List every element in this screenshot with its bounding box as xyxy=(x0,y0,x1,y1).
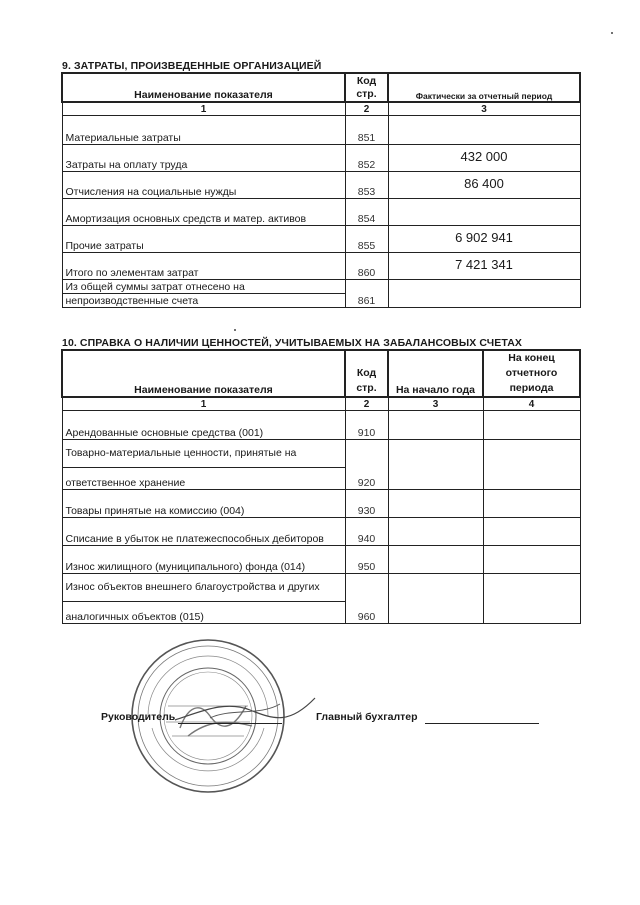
row-label: Арендованные основные средства (001) xyxy=(62,410,345,439)
col-number-4: 4 xyxy=(483,397,580,410)
row-label-continued: аналогичных объектов (015) xyxy=(62,601,345,623)
row-end-value xyxy=(483,489,580,517)
col-number-1: 1 xyxy=(62,102,345,115)
col-number-2: 2 xyxy=(345,102,388,115)
row-start-value xyxy=(388,573,483,623)
row-code: 920 xyxy=(345,439,388,489)
col-number-2: 2 xyxy=(345,397,388,410)
row-value xyxy=(388,198,580,225)
row-end-value xyxy=(483,545,580,573)
table-row xyxy=(62,489,580,517)
row-code: 930 xyxy=(345,489,388,517)
row-label: Списание в убыток не платежеспособных дебиторов xyxy=(62,517,345,545)
row-code: 860 xyxy=(345,252,388,279)
row-label: Материальные затраты xyxy=(62,115,345,144)
section9-title: 9. ЗАТРАТЫ, ПРОИЗВЕДЕННЫЕ ОРГАНИЗАЦИЕЙ xyxy=(62,60,322,72)
row-code: 950 xyxy=(345,545,388,573)
row-code: 910 xyxy=(345,410,388,439)
row-value: 432 000 xyxy=(388,144,580,171)
row-label: Амортизация основных средств и матер. активов xyxy=(62,198,345,225)
table-row xyxy=(62,573,580,601)
row-value: 7 421 341 xyxy=(388,252,580,279)
row-value xyxy=(388,279,580,307)
table-row xyxy=(62,198,580,225)
row-label: Итого по элементам затрат xyxy=(62,252,345,279)
table-row xyxy=(62,279,580,293)
signature-scribble xyxy=(170,690,320,730)
row-label: Затраты на оплату труда xyxy=(62,144,345,171)
accountant-signature-label: Главный бухгалтер xyxy=(316,711,418,723)
table-row xyxy=(62,225,580,252)
costs-table xyxy=(61,72,581,308)
header-code: Код стр. xyxy=(345,350,388,397)
table-row xyxy=(62,410,580,439)
row-label: Прочие затраты xyxy=(62,225,345,252)
section10-title: 10. СПРАВКА О НАЛИЧИИ ЦЕННОСТЕЙ, УЧИТЫВАЕМЫХ НА ЗАБАЛАНСОВЫХ СЧЕТАХ xyxy=(62,337,522,349)
accountant-signature-line xyxy=(425,723,539,724)
row-label-continued: ответственное хранение xyxy=(62,467,345,489)
table-row xyxy=(62,252,580,279)
row-end-value xyxy=(483,517,580,545)
offbalance-table xyxy=(61,349,581,624)
scan-speck xyxy=(611,32,613,34)
row-value: 6 902 941 xyxy=(388,225,580,252)
row-label: Износ объектов внешнего благоустройства и других xyxy=(62,573,345,601)
col-number-3: 3 xyxy=(388,102,580,115)
table-row xyxy=(62,439,580,467)
row-value xyxy=(388,115,580,144)
row-code: 854 xyxy=(345,198,388,225)
row-label-continued: непроизводственные счета xyxy=(62,293,345,307)
scan-speck xyxy=(234,329,236,331)
header-name: Наименование показателя xyxy=(62,73,345,102)
header-actual: Фактически за отчетный период xyxy=(388,73,580,102)
row-label: Товары принятые на комиссию (004) xyxy=(62,489,345,517)
header-start: На начало года xyxy=(388,350,483,397)
row-value: 86 400 xyxy=(388,171,580,198)
row-label: Из общей суммы затрат отнесено на xyxy=(62,279,345,293)
row-start-value xyxy=(388,410,483,439)
table-row xyxy=(62,517,580,545)
row-start-value xyxy=(388,545,483,573)
row-code: 852 xyxy=(345,144,388,171)
row-label: Отчисления на социальные нужды xyxy=(62,171,345,198)
row-code: 855 xyxy=(345,225,388,252)
row-code: 960 xyxy=(345,573,388,623)
table-row xyxy=(62,115,580,144)
row-code: 853 xyxy=(345,171,388,198)
head-signature-label: Руководитель xyxy=(101,711,176,723)
col-number-1: 1 xyxy=(62,397,345,410)
row-start-value xyxy=(388,517,483,545)
row-label: Износ жилищного (муниципального) фонда (014) xyxy=(62,545,345,573)
row-start-value xyxy=(388,439,483,489)
col-number-3: 3 xyxy=(388,397,483,410)
header-end: На конец отчетного периода xyxy=(483,350,580,397)
row-end-value xyxy=(483,439,580,489)
row-end-value xyxy=(483,573,580,623)
row-code: 861 xyxy=(345,279,388,307)
row-end-value xyxy=(483,410,580,439)
header-code: Код стр. xyxy=(345,73,388,102)
row-label: Товарно-материальные ценности, принятые на xyxy=(62,439,345,467)
row-start-value xyxy=(388,489,483,517)
row-code: 940 xyxy=(345,517,388,545)
row-code: 851 xyxy=(345,115,388,144)
table-row xyxy=(62,545,580,573)
table-row xyxy=(62,171,580,198)
table-row xyxy=(62,144,580,171)
header-name: Наименование показателя xyxy=(62,350,345,397)
